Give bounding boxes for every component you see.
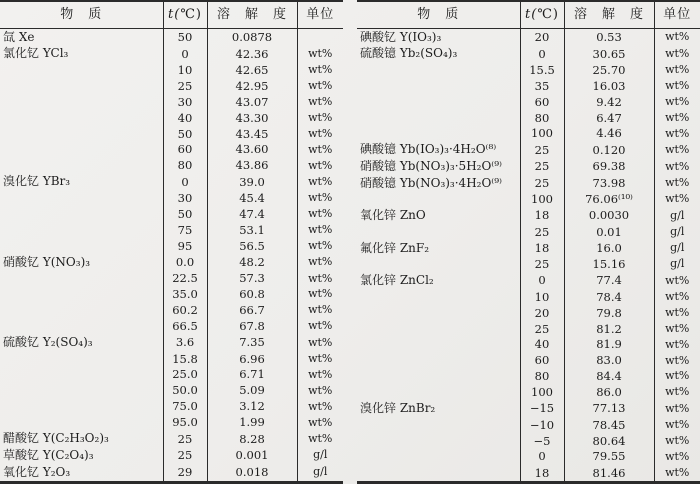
table-row (0, 286, 343, 302)
unit-cell: wt% (297, 190, 343, 206)
table-row (0, 222, 343, 238)
solubility-cell: 79.8 (564, 305, 654, 321)
table-row (357, 272, 700, 289)
unit-cell: wt% (297, 206, 343, 222)
solubility-cell: 43.30 (207, 110, 297, 126)
unit-cell: g/l (654, 224, 700, 240)
substance-cell: 硝酸镱 Yb(NO₃)₃·4H₂O⁽⁹⁾ (360, 175, 503, 190)
table-row (357, 433, 700, 449)
substance-cell (0, 94, 163, 110)
unit-cell: wt% (654, 289, 700, 305)
substance-cell (357, 256, 520, 272)
table-row (357, 289, 700, 305)
unit-cell: wt% (297, 173, 343, 190)
temperature-cell: 10 (163, 62, 207, 78)
temperature-cell: 40 (163, 110, 207, 126)
solubility-cell: 78.4 (564, 289, 654, 305)
unit-cell: g/l (654, 207, 700, 224)
solubility-cell: 79.55 (564, 449, 654, 465)
table-row (0, 78, 343, 94)
table-row (357, 417, 700, 433)
unit-cell: g/l (654, 256, 700, 272)
unit-cell: wt% (654, 191, 700, 207)
substance-cell (0, 351, 163, 367)
solubility-cell: 69.38 (564, 158, 654, 175)
temperature-cell: 100 (520, 126, 564, 142)
substance-cell (0, 142, 163, 158)
unit-cell: wt% (297, 110, 343, 126)
unit-cell: wt% (297, 414, 343, 430)
substance-cell (357, 368, 520, 384)
temperature-cell: −15 (520, 400, 564, 417)
substance-cell (357, 110, 520, 126)
unit-cell: wt% (654, 62, 700, 78)
table-row (357, 94, 700, 110)
table-row (0, 414, 343, 430)
solubility-cell: 43.07 (207, 94, 297, 110)
table-row (0, 398, 343, 414)
table-row (357, 158, 700, 175)
unit-cell: wt% (297, 45, 343, 62)
temperature-cell: 25.0 (163, 367, 207, 383)
substance-cell (357, 384, 520, 400)
solubility-cell: 86.0 (564, 384, 654, 400)
table-row (357, 224, 700, 240)
solubility-cell: 0.0030 (564, 207, 654, 224)
unit-cell: wt% (297, 157, 343, 173)
header-row (0, 1, 343, 28)
table-row (357, 141, 700, 158)
solubility-cell: 6.96 (207, 351, 297, 367)
substance-cell (357, 464, 520, 482)
temperature-cell: 0 (520, 449, 564, 465)
unit-cell: wt% (654, 158, 700, 175)
table-row (0, 110, 343, 126)
table-row (357, 400, 700, 417)
unit-cell: wt% (297, 254, 343, 271)
temperature-cell: 3.6 (163, 334, 207, 351)
table-row (0, 334, 343, 351)
column-header-unit: 单位 (297, 1, 343, 28)
temperature-cell: 60 (520, 94, 564, 110)
table-row (357, 368, 700, 384)
table-row (357, 321, 700, 337)
substance-cell (357, 417, 520, 433)
substance-cell: 氟化锌 ZnF₂ (360, 240, 430, 255)
temperature-cell: 25 (520, 141, 564, 158)
temperature-cell: 35 (520, 78, 564, 94)
unit-cell: wt% (297, 62, 343, 78)
unit-cell: wt% (297, 430, 343, 447)
table-row (357, 256, 700, 272)
temperature-cell: 75.0 (163, 398, 207, 414)
table-row (0, 351, 343, 367)
header-row (357, 1, 700, 28)
substance-cell: 碘酸镱 Yb(IO₃)₃·4H₂O⁽⁸⁾ (360, 142, 497, 157)
solubility-cell: 0.01 (564, 224, 654, 240)
substance-cell (0, 206, 163, 222)
substance-cell (0, 286, 163, 302)
solubility-cell: 60.8 (207, 286, 297, 302)
temperature-cell: 10 (520, 289, 564, 305)
unit-cell: g/l (297, 463, 343, 482)
substance-cell (357, 352, 520, 368)
table-row (0, 173, 343, 190)
table-row (0, 45, 343, 62)
substance-cell (357, 94, 520, 110)
substance-cell (357, 78, 520, 94)
unit-cell: wt% (654, 417, 700, 433)
unit-cell: wt% (297, 398, 343, 414)
temperature-cell: 30 (163, 94, 207, 110)
table-row (0, 142, 343, 158)
solubility-cell: 57.3 (207, 270, 297, 286)
temperature-cell: 25 (520, 175, 564, 192)
substance-cell (0, 318, 163, 334)
column-header-solubility: 溶 解 度 (564, 1, 654, 28)
table-row (0, 238, 343, 254)
table-row (0, 318, 343, 334)
substance-cell (0, 62, 163, 78)
table-row (357, 126, 700, 142)
temperature-cell: 15.8 (163, 351, 207, 367)
solubility-cell: 42.36 (207, 45, 297, 62)
table-row (357, 110, 700, 126)
solubility-cell: 0.0878 (207, 28, 297, 45)
unit-cell: wt% (297, 367, 343, 383)
unit-cell: wt% (297, 351, 343, 367)
temperature-cell: 20 (520, 28, 564, 45)
temperature-cell: 0 (520, 45, 564, 62)
temperature-cell: 50 (163, 206, 207, 222)
solubility-cell: 45.4 (207, 190, 297, 206)
unit-cell: wt% (297, 334, 343, 351)
table-row (357, 45, 700, 62)
table-row (357, 337, 700, 353)
temperature-cell: 25 (520, 321, 564, 337)
table-row (0, 302, 343, 318)
temperature-cell: 25 (520, 256, 564, 272)
temperature-cell: 50.0 (163, 382, 207, 398)
temperature-cell: 50 (163, 28, 207, 45)
substance-cell (0, 157, 163, 173)
solubility-cell: 0.001 (207, 447, 297, 464)
solubility-cell: 81.2 (564, 321, 654, 337)
table-body-right (357, 28, 700, 483)
unit-cell: wt% (654, 352, 700, 368)
solubility-cell: 73.98 (564, 175, 654, 192)
solubility-cell: 47.4 (207, 206, 297, 222)
solubility-cell: 16.03 (564, 78, 654, 94)
table-row (0, 206, 343, 222)
unit-cell: wt% (654, 272, 700, 289)
temperature-cell: 0 (520, 272, 564, 289)
solubility-cell: 77.4 (564, 272, 654, 289)
column-header-temperature: t(℃) (163, 1, 207, 28)
unit-cell: wt% (654, 368, 700, 384)
solubility-cell: 56.5 (207, 238, 297, 254)
substance-cell (0, 398, 163, 414)
substance-cell (0, 367, 163, 383)
substance-cell (357, 305, 520, 321)
substance-cell (357, 289, 520, 305)
unit-cell: g/l (654, 240, 700, 257)
solubility-cell: 42.65 (207, 62, 297, 78)
temperature-cell: 18 (520, 240, 564, 257)
solubility-cell: 0.53 (564, 28, 654, 45)
unit-cell: wt% (297, 318, 343, 334)
temperature-cell: 22.5 (163, 270, 207, 286)
unit-cell: wt% (654, 305, 700, 321)
temperature-cell: 66.5 (163, 318, 207, 334)
temperature-cell: 25 (163, 430, 207, 447)
solubility-cell: 43.86 (207, 157, 297, 173)
solubility-cell: 6.47 (564, 110, 654, 126)
table-row (357, 28, 700, 45)
solubility-table-left (0, 0, 343, 484)
temperature-cell: 18 (520, 464, 564, 482)
temperature-cell: −10 (520, 417, 564, 433)
solubility-cell: 25.70 (564, 62, 654, 78)
table-row (0, 463, 343, 482)
table-row (357, 207, 700, 224)
temperature-cell: 25 (520, 158, 564, 175)
solubility-cell: 84.4 (564, 368, 654, 384)
substance-cell (357, 191, 520, 207)
solubility-cell: 7.35 (207, 334, 297, 351)
solubility-cell: 4.46 (564, 126, 654, 142)
temperature-cell: 25 (520, 224, 564, 240)
unit-cell: wt% (297, 238, 343, 254)
substance-cell (0, 78, 163, 94)
table-row (0, 382, 343, 398)
table-row (357, 352, 700, 368)
substance-cell: 碘酸钇 Y(IO₃)₃ (360, 29, 442, 44)
temperature-cell: 50 (163, 126, 207, 142)
substance-cell: 氧化钇 Y₂O₃ (3, 464, 71, 479)
temperature-cell: 95 (163, 238, 207, 254)
column-header-unit: 单位 (654, 1, 700, 28)
unit-cell: wt% (654, 45, 700, 62)
substance-cell: 草酸钇 Y(C₂O₄)₃ (3, 447, 94, 462)
substance-cell (357, 321, 520, 337)
temperature-cell: 0.0 (163, 254, 207, 271)
unit-cell: wt% (297, 78, 343, 94)
column-header-substance: 物 质 (0, 1, 163, 28)
solubility-cell: 80.64 (564, 433, 654, 449)
temperature-cell: 75 (163, 222, 207, 238)
substance-cell: 溴化锌 ZnBr₂ (360, 401, 436, 416)
unit-cell: wt% (297, 270, 343, 286)
unit-cell: wt% (297, 222, 343, 238)
solubility-cell: 8.28 (207, 430, 297, 447)
temperature-cell: 15.5 (520, 62, 564, 78)
temperature-cell: 0 (163, 173, 207, 190)
substance-cell (0, 238, 163, 254)
temperature-cell: 80 (520, 110, 564, 126)
solubility-cell: 1.99 (207, 414, 297, 430)
temperature-cell: 80 (520, 368, 564, 384)
substance-cell (357, 337, 520, 353)
table-row (357, 191, 700, 207)
solubility-cell: 30.65 (564, 45, 654, 62)
substance-cell: 硝酸镱 Yb(NO₃)₃·5H₂O⁽⁹⁾ (360, 159, 503, 174)
substance-cell (0, 190, 163, 206)
unit-cell: g/l (297, 447, 343, 464)
substance-cell: 溴化钇 YBr₃ (3, 174, 71, 189)
unit-cell: wt% (654, 141, 700, 158)
unit-cell: wt% (654, 400, 700, 417)
solubility-cell: 6.71 (207, 367, 297, 383)
column-header-solubility: 溶 解 度 (207, 1, 297, 28)
solubility-cell: 48.2 (207, 254, 297, 271)
unit-cell: wt% (654, 384, 700, 400)
solubility-cell: 39.0 (207, 173, 297, 190)
solubility-cell: 78.45 (564, 417, 654, 433)
table-row (357, 240, 700, 257)
table-row (357, 175, 700, 192)
solubility-cell: 76.06⁽¹⁰⁾ (564, 191, 654, 207)
unit-cell: wt% (654, 110, 700, 126)
temperature-cell: 95.0 (163, 414, 207, 430)
table-row (357, 464, 700, 482)
solubility-cell: 3.12 (207, 398, 297, 414)
solubility-cell: 15.16 (564, 256, 654, 272)
unit-cell: wt% (297, 382, 343, 398)
solubility-cell: 9.42 (564, 94, 654, 110)
unit-cell: wt% (654, 28, 700, 45)
substance-cell (0, 414, 163, 430)
substance-cell (0, 126, 163, 142)
solubility-cell: 0.018 (207, 463, 297, 482)
substance-cell (357, 449, 520, 465)
unit-cell: wt% (654, 78, 700, 94)
temperature-cell: 60.2 (163, 302, 207, 318)
substance-cell: 醋酸钇 Y(C₂H₃O₂)₃ (3, 431, 109, 446)
temperature-cell: 25 (163, 447, 207, 464)
unit-cell: wt% (654, 464, 700, 482)
table-row (357, 62, 700, 78)
solubility-table-right (357, 0, 700, 484)
solubility-cell: 43.60 (207, 142, 297, 158)
substance-cell: 硝酸钇 Y(NO₃)₃ (3, 254, 91, 269)
table-row (0, 367, 343, 383)
table-row (357, 384, 700, 400)
temperature-cell: 20 (520, 305, 564, 321)
table-row (357, 78, 700, 94)
unit-cell: wt% (297, 142, 343, 158)
substance-cell (357, 433, 520, 449)
solubility-cell: 81.46 (564, 464, 654, 482)
table-row (0, 62, 343, 78)
table-row (357, 305, 700, 321)
temperature-cell: 0 (163, 45, 207, 62)
table-row (0, 126, 343, 142)
solubility-cell: 42.95 (207, 78, 297, 94)
temperature-cell: 18 (520, 207, 564, 224)
solubility-cell: 77.13 (564, 400, 654, 417)
temperature-cell: −5 (520, 433, 564, 449)
unit-cell: wt% (297, 94, 343, 110)
solubility-cell: 0.120 (564, 141, 654, 158)
unit-cell: wt% (654, 126, 700, 142)
substance-cell (357, 62, 520, 78)
substance-cell (0, 302, 163, 318)
substance-cell: 氯化锌 ZnCl₂ (360, 273, 434, 288)
temperature-cell: 60 (163, 142, 207, 158)
solubility-cell: 66.7 (207, 302, 297, 318)
column-header-temperature: t(℃) (520, 1, 564, 28)
unit-cell: wt% (654, 433, 700, 449)
solubility-cell: 81.9 (564, 337, 654, 353)
unit-cell (297, 28, 343, 45)
substance-cell (0, 222, 163, 238)
unit-cell: wt% (297, 286, 343, 302)
substance-cell: 硫酸镱 Yb₂(SO₄)₃ (360, 46, 458, 61)
table-row (0, 94, 343, 110)
table-body-left (0, 28, 343, 483)
table-row (0, 430, 343, 447)
substance-cell (0, 270, 163, 286)
table-row (0, 254, 343, 271)
substance-cell: 硫酸钇 Y₂(SO₄)₃ (3, 335, 93, 350)
solubility-cell: 43.45 (207, 126, 297, 142)
temperature-cell: 80 (163, 157, 207, 173)
substance-cell: 氧化锌 ZnO (360, 208, 426, 223)
substance-cell: 氙 Xe (3, 29, 35, 44)
temperature-cell: 100 (520, 384, 564, 400)
unit-cell: wt% (654, 175, 700, 192)
table-row (0, 157, 343, 173)
temperature-cell: 35.0 (163, 286, 207, 302)
table-row (0, 190, 343, 206)
substance-cell: 氯化钇 YCl₃ (3, 46, 69, 61)
temperature-cell: 30 (163, 190, 207, 206)
unit-cell: wt% (297, 126, 343, 142)
substance-cell (0, 382, 163, 398)
table-row (0, 28, 343, 45)
table-row (0, 447, 343, 464)
unit-cell: wt% (654, 94, 700, 110)
substance-cell (357, 224, 520, 240)
solubility-cell: 53.1 (207, 222, 297, 238)
solubility-cell: 83.0 (564, 352, 654, 368)
temperature-cell: 29 (163, 463, 207, 482)
table-row (357, 449, 700, 465)
temperature-cell: 40 (520, 337, 564, 353)
substance-cell (357, 126, 520, 142)
unit-cell: wt% (654, 449, 700, 465)
substance-cell (0, 110, 163, 126)
table-row (0, 270, 343, 286)
column-header-substance: 物 质 (357, 1, 520, 28)
unit-cell: wt% (654, 337, 700, 353)
unit-cell: wt% (297, 302, 343, 318)
solubility-cell: 16.0 (564, 240, 654, 257)
unit-cell: wt% (654, 321, 700, 337)
temperature-cell: 25 (163, 78, 207, 94)
temperature-cell: 60 (520, 352, 564, 368)
solubility-cell: 5.09 (207, 382, 297, 398)
temperature-cell: 100 (520, 191, 564, 207)
solubility-cell: 67.8 (207, 318, 297, 334)
